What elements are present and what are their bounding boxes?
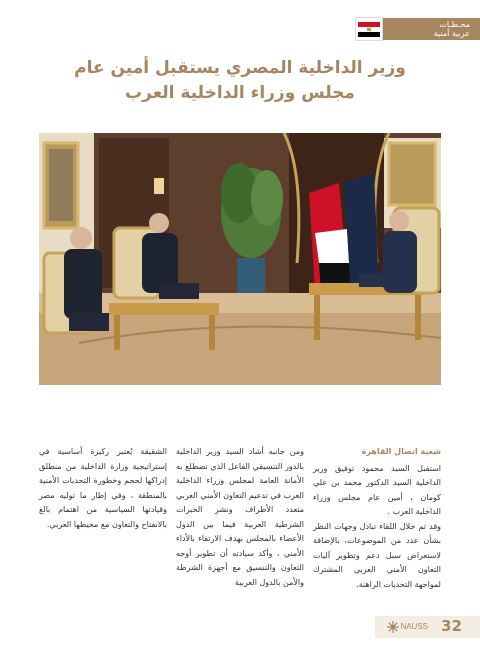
column-2-paragraph: ومن جانبه أشاد السيد وزير الداخلية بالدور التنسيقي الفاعل الذي تضطلع به الأمانة العامة لمجلس وزراء الداخلية العرب في تدعيم التعاون الأمني العربي متعدد الأطراف ونشر الخبرات الشرطية العربية فيما بين الدول الأعضاء بالمجلس بهدف الارتقاء بالأداء الأمني ، وأكد سيادته أن تطوير أوجه التعاون والتنسيق مع أجهزة الشرطة والأمن بالدول العربية xyxy=(176,447,304,587)
title-line-1: وزير الداخلية المصري يستقبل أمين عام xyxy=(74,58,406,78)
article-column-2 xyxy=(176,445,304,590)
column-1-paragraph-2: وقد تم خلال اللقاء تبادل وجهات النظر بشأن عدد من الموضوعات، بالإضافة لاستعراض سبل دعم وتطوير آليات التعاون الأمني العربي المشترك لمواجهة التحديات الراهنة. xyxy=(313,521,441,589)
egypt-flag-icon xyxy=(355,17,383,41)
title-line-2: مجلس وزراء الداخلية العرب xyxy=(125,83,355,103)
section-label: محـطـات xyxy=(439,20,470,29)
article-title xyxy=(40,56,440,106)
article-column-3 xyxy=(39,445,167,532)
nauss-brand: NAUSS xyxy=(400,622,428,631)
page-number: 32 xyxy=(441,617,462,635)
source-label: شعبة اتصال القاهرة xyxy=(361,447,441,456)
subsection-label: عربية أمنية xyxy=(433,29,470,38)
meeting-photo xyxy=(39,133,441,385)
article-column-1 xyxy=(313,445,441,592)
page-footer xyxy=(0,616,480,638)
nauss-logo-icon xyxy=(386,620,400,634)
column-3-paragraph: الشقيقة يُعتبر ركيزة أساسية في إستراتيجية وزارة الداخلية من منطلق إدراكها لحجم وخطورة التحديات الأمنية بالمنطقة ، وفي إطار ما توليه مصر وقيادتها السياسية من اهتمام بالغ بالانفتاح والتعاون مع محيطها العربي. xyxy=(39,447,167,529)
column-1-paragraph-1: استقبل السيد محمود توفيق وزير الداخلية السيد الدكتور محمد بن علي كومان ، أمين عام مجلس وزراء الداخلية العرب . xyxy=(313,463,441,516)
